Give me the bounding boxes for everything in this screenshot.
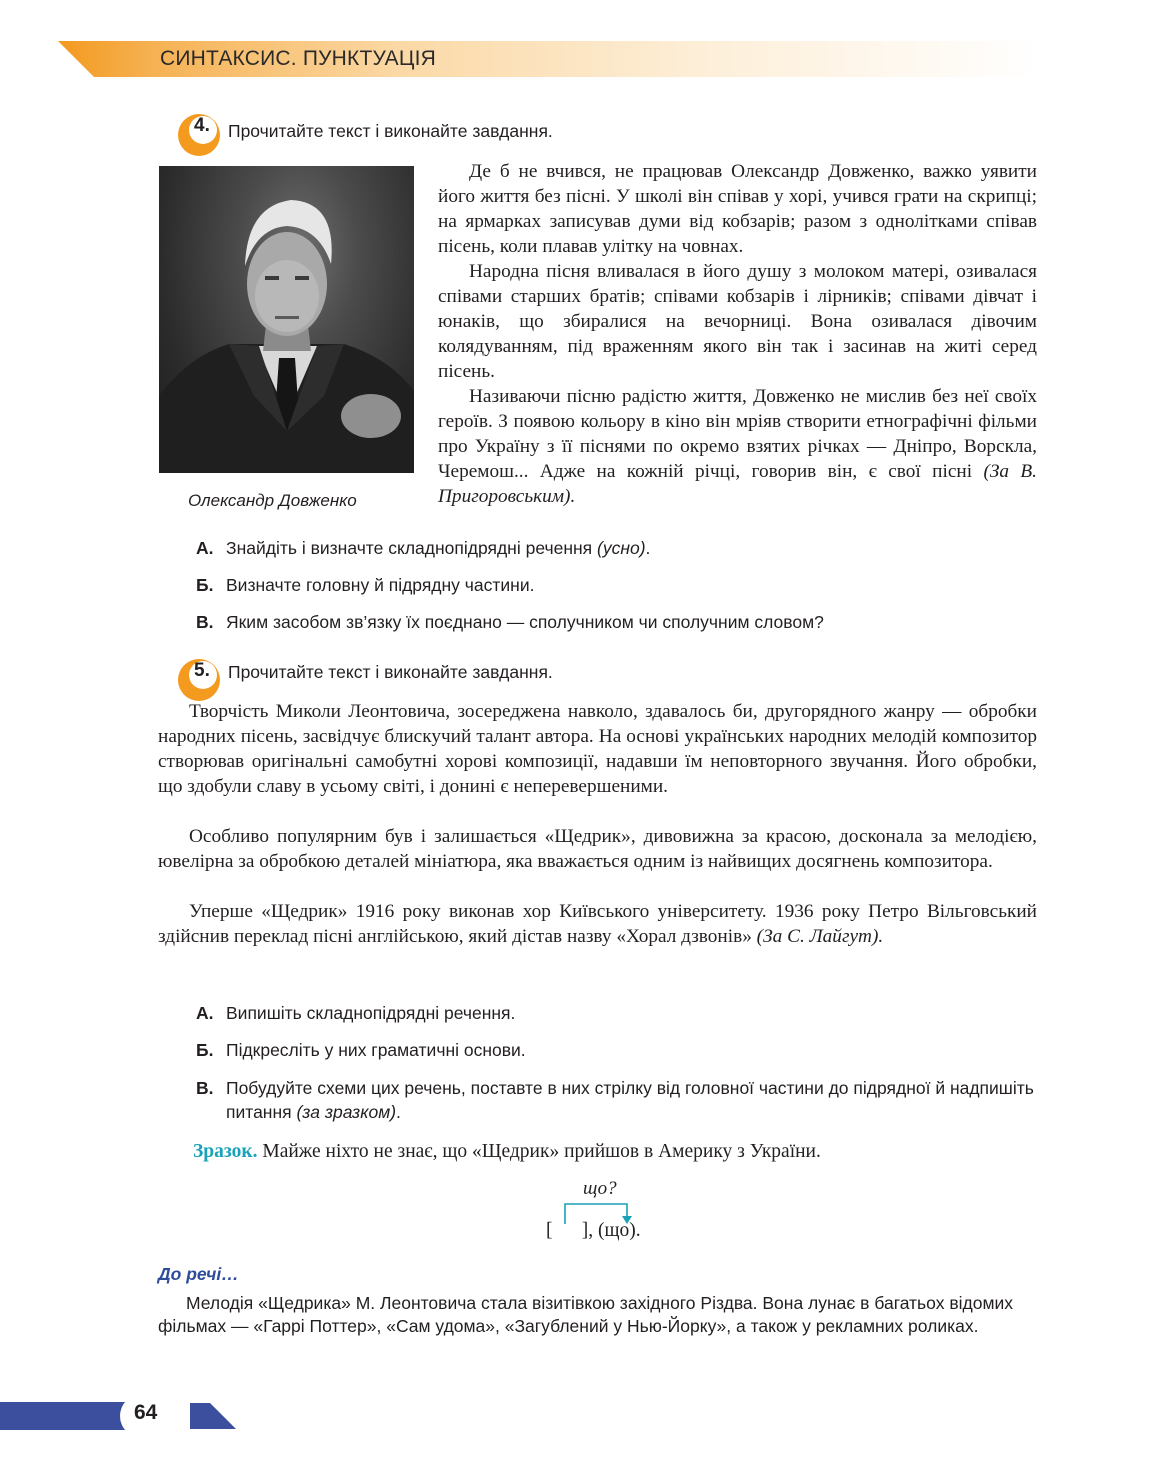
question-end: . (396, 1102, 401, 1122)
task-4-paragraph-3 (438, 384, 1037, 509)
fun-fact-body: Мелодія «Щедрика» М. Леонтовича стала візитівкою західного Різдва. Вона лунає в багатьох відомих фільмах — «Гаррі Поттер», «Сам удома», «Загублений у Нью-Йорку», а також у рекламних роликах. (158, 1293, 1014, 1336)
scheme-question: що? (583, 1178, 617, 1199)
sample-sentence (193, 1141, 821, 1163)
page-number-pill (120, 1394, 198, 1438)
section-title: СИНТАКСИС. ПУНКТУАЦІЯ (160, 47, 436, 70)
question-letter: Б. (196, 1040, 214, 1060)
page-number: 64 (134, 1401, 158, 1424)
scheme-formula: [ ], (що). (546, 1220, 641, 1241)
task-4-title: Прочитайте текст і виконайте завдання. (228, 121, 553, 141)
task-5-paragraph-1: Творчість Миколи Леонтовича, зосереджена навколо, здавалось би, другорядного жанру — обробки народних пісень, засвідчує блискучий талант автора. На основі українських народних мелодій композитор створював оригінальні самобутні хорові композиції, надавши їм неповторного звучання. Його обробки, що здобули славу в усьому світі, і донині є неперевершеними. (158, 701, 1037, 797)
task-4-question-a (196, 538, 650, 559)
task-4-number: 4. (194, 115, 210, 136)
sample-label: Зразок. (193, 1141, 258, 1162)
task-5-paragraph-3 (158, 899, 1037, 949)
task-4-paragraph-2: Народна пісня вливалася в його душу з молоком матері, озивалася співами старших братів; співами кобзарів і лірників; співами дівчат і юнаків, що збиралися на вечорниці. Вона озивалася дівочим колядуванням, під враженням якого він так і засинав на житі серед пісень. (438, 261, 1037, 382)
sentence-scheme (540, 1172, 680, 1252)
task-4-badge (176, 112, 222, 158)
task-5-question-b (196, 1040, 526, 1061)
question-text: Підкресліть у них граматичні основи. (226, 1040, 526, 1060)
task-5-paragraph-3-text: Уперше «Щедрик» 1916 року виконав хор Київського університету. 1936 року Петро Вільговський здійснив переклад пісні англійською, який дістав назву «Хорал дзвонів» (158, 901, 1037, 947)
task-4-paragraph-1: Де б не вчився, не працював Олександр Довженко, важко уявити його життя без пісні. У школі він співав у хорі, учився грати на скрипці; на ярмарках записував думи від кобзарів; разом з однолітками співав пісень, коли плавав улітку на човнах. (438, 161, 1037, 257)
question-note: (за зразком) (296, 1102, 397, 1122)
question-letter: Б. (196, 575, 214, 595)
task-4-question-b (196, 575, 534, 596)
portrait-photo (159, 166, 414, 473)
footer-bar (0, 1402, 132, 1430)
question-letter: В. (196, 1078, 214, 1098)
task-5-title: Прочитайте текст і виконайте завдання. (228, 662, 553, 682)
task-5-source: (За С. Лайгут). (756, 926, 884, 947)
task-5-question-a (196, 1003, 515, 1024)
question-letter: В. (196, 612, 214, 632)
task-4-source: (За В. Пригоровським). (438, 461, 1038, 507)
question-text: Побудуйте схеми цих речень, поставте в них стрілку від головної частини до підрядної й надпишіть питання (226, 1078, 1034, 1122)
question-note: (усно) (597, 538, 646, 558)
task-5-paragraph-2: Особливо популярним був і залишається «Щедрик», дивовижна за красою, досконала за мелодією, ювелірна за обробкою деталей мініатюра, яка вважається одним із найвищих досягнень композитора. (158, 826, 1037, 872)
question-text: Визначте головну й підрядну частини. (226, 575, 535, 595)
question-letter: А. (196, 1003, 214, 1023)
task-4-paragraph-3-text: Називаючи пісню радістю життя, Довженко не мислив без неї своїх героїв. З появою кольору в кіно він мріяв створити етнографічні фільми про Україну з її піснями по окремо взятих річках — Дніпро, Ворскла, Черемош... Адже на кожній річці, говорив він, є свої пісні (438, 386, 1037, 482)
task-5-question-c (196, 1076, 1038, 1124)
question-text: Яким засобом зв’язку їх поєднано — сполучником чи сполучним словом? (226, 612, 824, 632)
task-5-number: 5. (194, 660, 210, 681)
question-letter: А. (196, 538, 214, 558)
photo-caption: Олександр Довженко (188, 491, 357, 510)
task-5-badge (176, 657, 222, 703)
fun-fact-title: До речі… (158, 1264, 239, 1284)
question-text: Знайдіть і визначте складнопідрядні речення (226, 538, 593, 558)
portrait-image (159, 166, 414, 473)
task-4-question-c (196, 612, 824, 633)
sample-text: Майже ніхто не знає, що «Щедрик» прийшов в Америку з України. (262, 1141, 821, 1162)
next-arrow-icon (190, 1403, 238, 1431)
question-text: Випишіть складнопідрядні речення. (226, 1003, 516, 1023)
fun-fact-text (158, 1292, 1038, 1337)
question-end: . (645, 538, 651, 558)
